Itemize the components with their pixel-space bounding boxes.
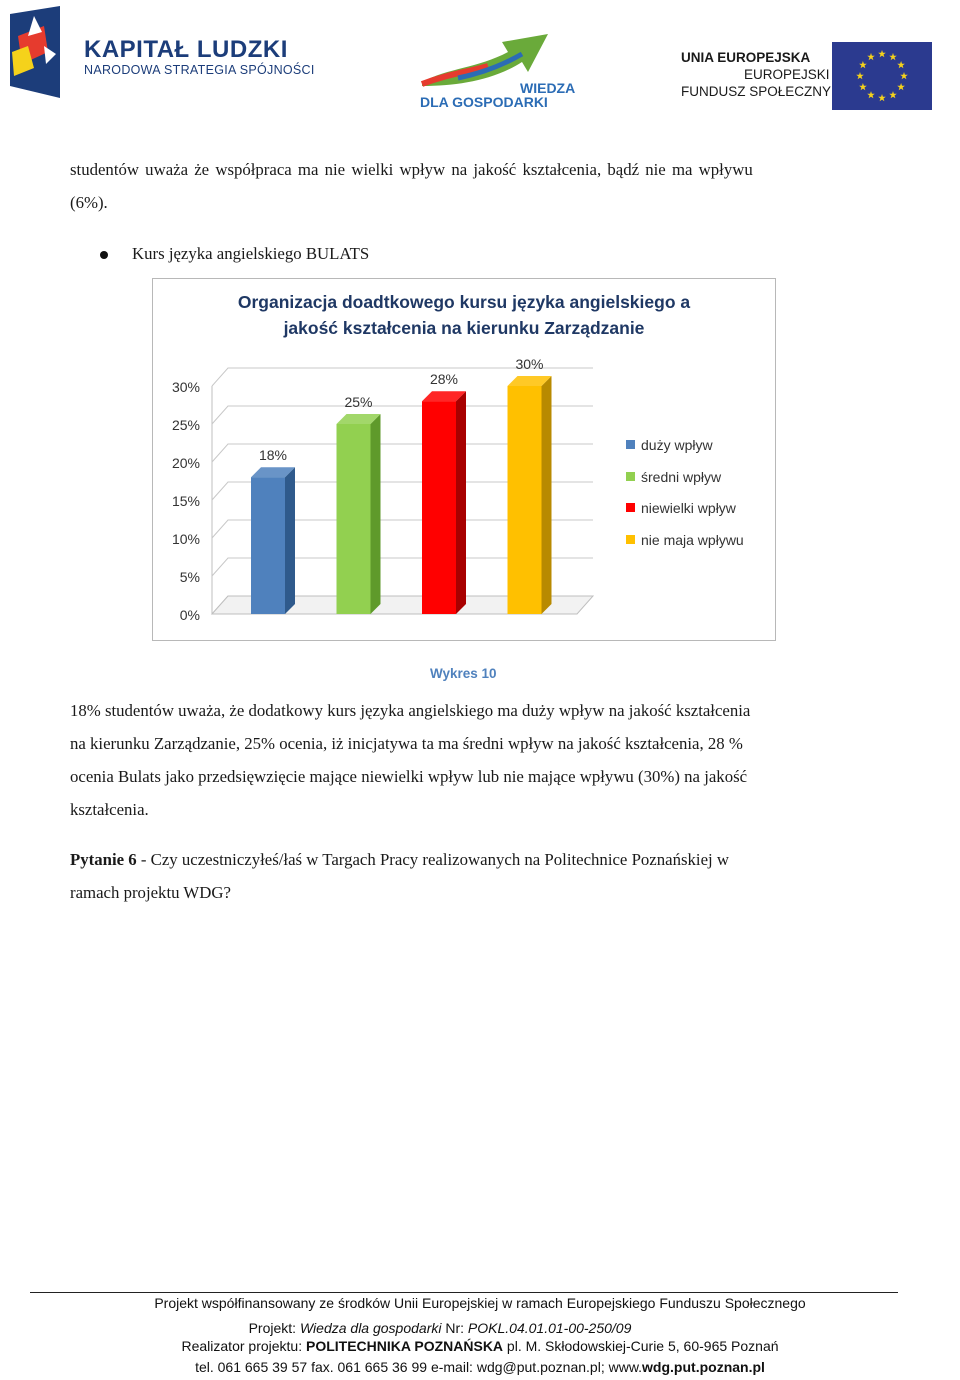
- summary-line2: na kierunku Zarządzanie, 25% ocenia, iż inicjatywa ta ma średni wpływ na jakość kształcenia, 28 %: [70, 734, 743, 753]
- bar: [422, 401, 456, 614]
- wiedza-line1: WIEDZA: [520, 80, 576, 96]
- chart-title-line2: jakość kształcenia na kierunku Zarządzanie: [283, 318, 645, 338]
- question-text: - Czy uczestniczyłeś/łaś w Targach Pracy realizowanych na Politechnice Poznańskiej w: [136, 850, 729, 869]
- y-tick-label: 25%: [171, 417, 200, 433]
- bar-side: [456, 391, 466, 614]
- bar-chart: [152, 278, 776, 641]
- y-tick-label: 30%: [171, 379, 200, 395]
- chart-title-line1: Organizacja doadtkowego kursu języka angielskiego a: [237, 292, 691, 312]
- legend-label: średni wpływ: [641, 469, 722, 485]
- bar: [337, 424, 371, 614]
- bar-value-label: 18%: [258, 447, 288, 464]
- footer-realizator-label: Realizator projektu:: [181, 1338, 306, 1354]
- legend-label: niewielki wpływ: [641, 500, 736, 516]
- wiedza-line2: DLA GOSPODARKI: [420, 94, 548, 110]
- legend-swatch-icon: [626, 503, 635, 512]
- bar: [508, 386, 542, 614]
- y-tick-label: 15%: [171, 493, 200, 509]
- bar-value-label: 30%: [515, 356, 544, 372]
- question-line2: ramach projektu WDG?: [70, 883, 231, 902]
- chart-caption: Wykres 10: [430, 666, 497, 681]
- footer-address: pl. M. Skłodowskiej-Curie 5, 60-965 Poznań: [503, 1338, 779, 1354]
- footer-site: wdg.put.poznan.pl: [642, 1359, 765, 1375]
- footer-line2: [0, 1320, 920, 1336]
- legend-item-niewielki: [626, 500, 736, 516]
- summary-line4: kształcenia.: [70, 800, 149, 819]
- bar-side: [285, 467, 295, 614]
- legend-swatch-icon: [626, 440, 635, 449]
- footer-project-name: Wiedza dla gospodarki: [299, 1320, 442, 1336]
- footer-realizator-name: POLITECHNIKA POZNAŃSKA: [306, 1338, 504, 1354]
- footer-project-label: Projekt:: [248, 1320, 300, 1336]
- y-tick-label: 0%: [179, 607, 200, 623]
- kapital-ludzki-subtitle: NARODOWA STRATEGIA SPÓJNOŚCI: [84, 63, 315, 77]
- y-tick-label: 5%: [179, 569, 200, 585]
- intro-line2: (6%).: [70, 193, 108, 212]
- legend-item-duzy: [626, 437, 713, 453]
- kapital-ludzki-emblem: [4, 6, 64, 98]
- eu-flag-icon: [832, 42, 932, 110]
- footer-sep: ; www.: [600, 1359, 643, 1375]
- legend-label: duży wpływ: [641, 437, 713, 453]
- footer-line4: [0, 1359, 960, 1375]
- ue-line2: EUROPEJSKI: [744, 67, 830, 82]
- intro-line1: studentów uważa że współpraca ma nie wielki wpływ na jakość kształcenia, bądź nie ma wpływu: [70, 160, 753, 179]
- question-number: Pytanie 6: [70, 850, 137, 869]
- legend-item-sredni: [626, 469, 721, 485]
- bar-value-label: 28%: [429, 371, 459, 388]
- question-line1: [70, 844, 870, 877]
- summary-line1: 18% studentów uważa, że dodatkowy kurs języka angielskiego ma duży wpływ na jakość kształcenia: [70, 701, 751, 720]
- footer-nr: POKL.04.01.01-00-250/09: [467, 1320, 632, 1336]
- summary-line3: ocenia Bulats jako przedsięwzięcie mające niewielki wpływ lub nie mające wpływu (30%) na jakość: [70, 767, 748, 786]
- ue-line1: UNIA EUROPEJSKA: [681, 50, 811, 65]
- y-tick-label: 10%: [171, 531, 200, 547]
- legend-label: nie maja wpływu: [641, 532, 744, 548]
- kapital-ludzki-title: KAPITAŁ LUDZKI: [84, 36, 288, 63]
- footer-line1: Projekt współfinansowany ze środków Unii Europejskiej w ramach Europejskiego Funduszu Społecznego: [154, 1295, 806, 1311]
- bar-value-label: 25%: [344, 394, 373, 410]
- footer-divider: [30, 1292, 898, 1293]
- legend-swatch-icon: [626, 535, 635, 544]
- ue-line3: FUNDUSZ SPOŁECZNY: [681, 84, 832, 99]
- legend-swatch-icon: [626, 472, 635, 481]
- bullet-dot-icon: [100, 251, 108, 259]
- footer-line3: [0, 1338, 960, 1354]
- legend-item-nie-maja: [626, 532, 744, 548]
- bullet-text: Kurs języka angielskiego BULATS: [132, 244, 370, 263]
- bar-side: [542, 376, 552, 614]
- y-tick-label: 20%: [171, 455, 200, 471]
- bar: [251, 477, 285, 614]
- wiedza-arrow-logo: [418, 28, 558, 88]
- bar-side: [371, 414, 381, 614]
- footer-contact: tel. 061 665 39 57 fax. 061 665 36 99 e-mail: wdg@put.poznan.pl: [195, 1359, 601, 1375]
- footer-nr-label: Nr:: [441, 1320, 468, 1336]
